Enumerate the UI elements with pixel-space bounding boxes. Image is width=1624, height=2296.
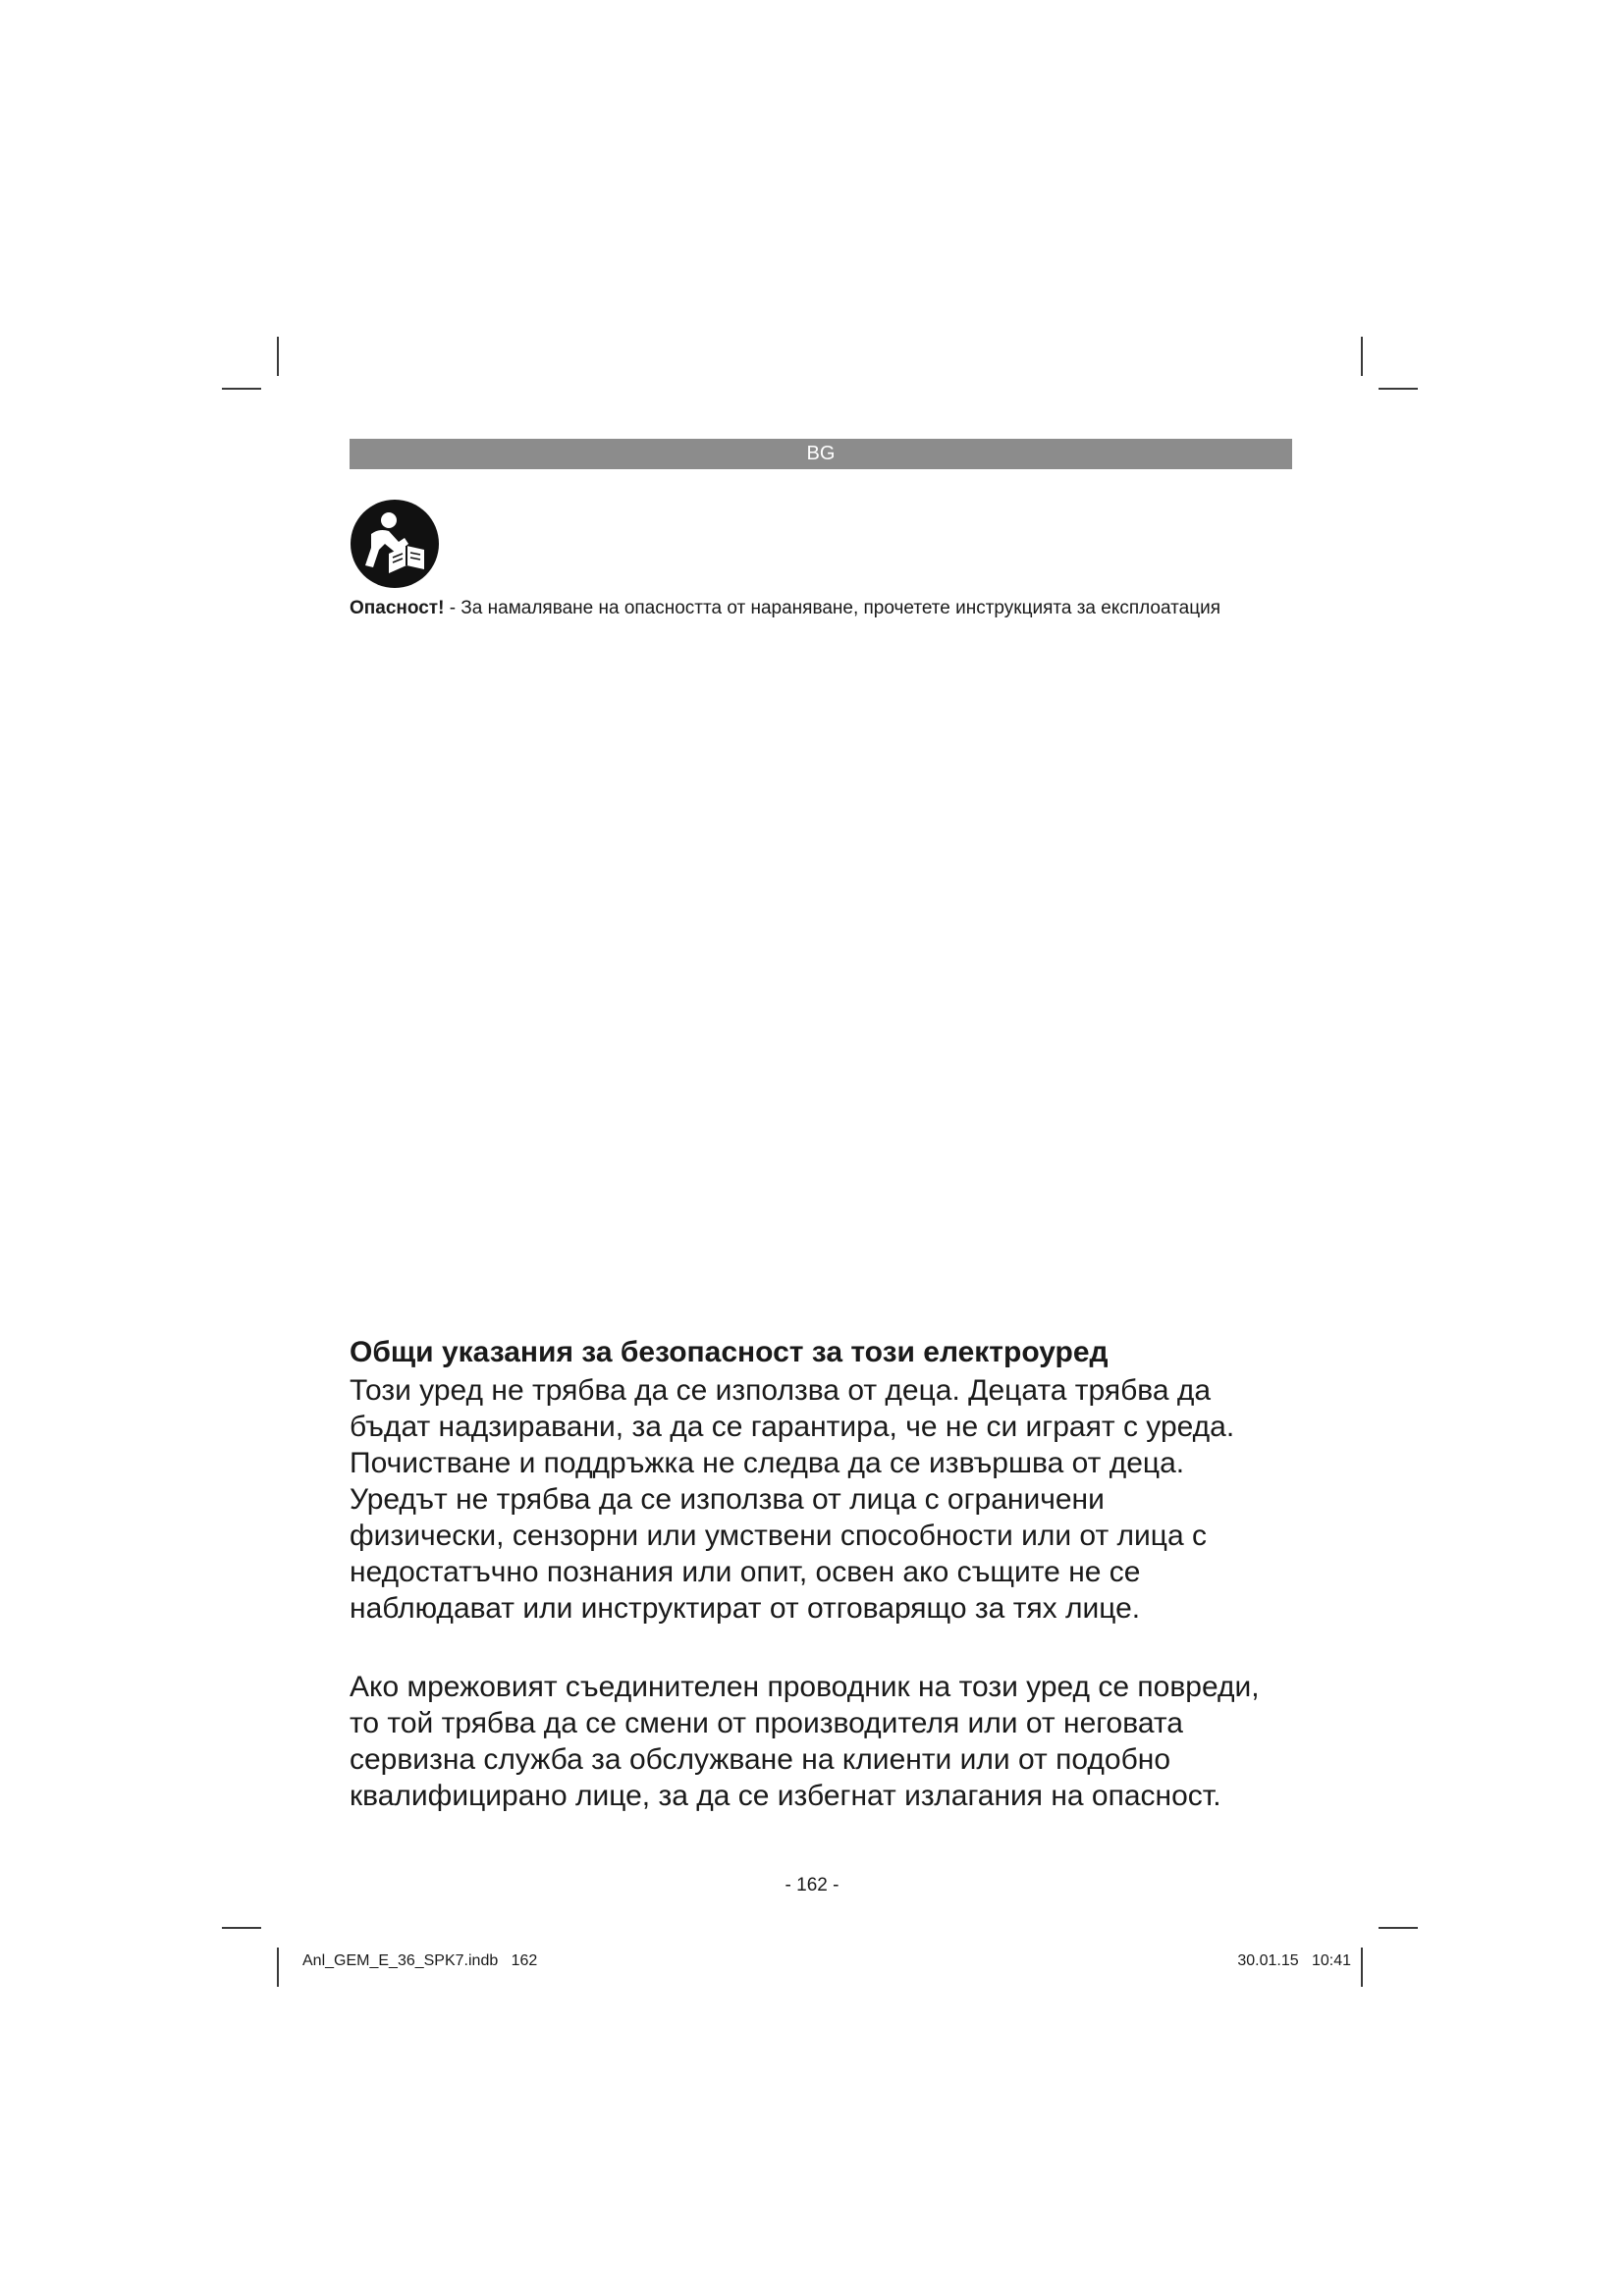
crop-mark-top-left-horizontal <box>222 388 261 390</box>
read-manual-icon <box>350 499 440 589</box>
warning-label: Опасност! <box>350 598 445 618</box>
warning-text <box>350 597 1233 620</box>
page-number: - 162 - <box>785 1875 839 1896</box>
crop-mark-bottom-left-horizontal <box>222 1927 261 1929</box>
crop-mark-top-left-vertical <box>277 337 279 376</box>
language-code: BG <box>806 443 836 464</box>
warning-body: - За намаляване на опасността от нараняване, прочетете инструкцията за експлоатация <box>444 598 1220 618</box>
crop-mark-top-right-vertical <box>1361 337 1363 376</box>
language-header-bar <box>350 439 1292 469</box>
crop-mark-bottom-right-horizontal <box>1379 1927 1418 1929</box>
print-date-time: 30.01.15 10:41 <box>1237 1952 1351 1969</box>
safety-paragraph-cord: Ако мрежовият съединителен проводник на този уред се повреди, то той трябва да се смени от производителя или от неговата сервизна служба за обслужване на клиенти или от подобно квалифицирано лице, за да се избегнат излагания на опасност. <box>350 1671 1260 1812</box>
safety-paragraph-children: Този уред не трябва да се използва от деца. Децата трябва да бъдат надзиравани, за да се гарантира, че не си играят с уреда. Почистване и поддръжка не следва да се извършва от деца. Уредът не трябва да се използва от лица с ограничени физически, сензорни или умствени способности или от лица с недостатъчно познания или опит, освен ако същите не се наблюдават или инструктират от отговарящо за тях лице. <box>350 1374 1235 1625</box>
crop-mark-top-right-horizontal <box>1379 388 1418 390</box>
crop-mark-bottom-left-vertical <box>277 1948 279 1987</box>
file-info: Anl_GEM_E_36_SPK7.indb 162 <box>302 1952 538 1969</box>
section-title: Общи указания за безопасност за този електроуред <box>350 1336 1109 1368</box>
crop-mark-bottom-right-vertical <box>1361 1948 1363 1987</box>
